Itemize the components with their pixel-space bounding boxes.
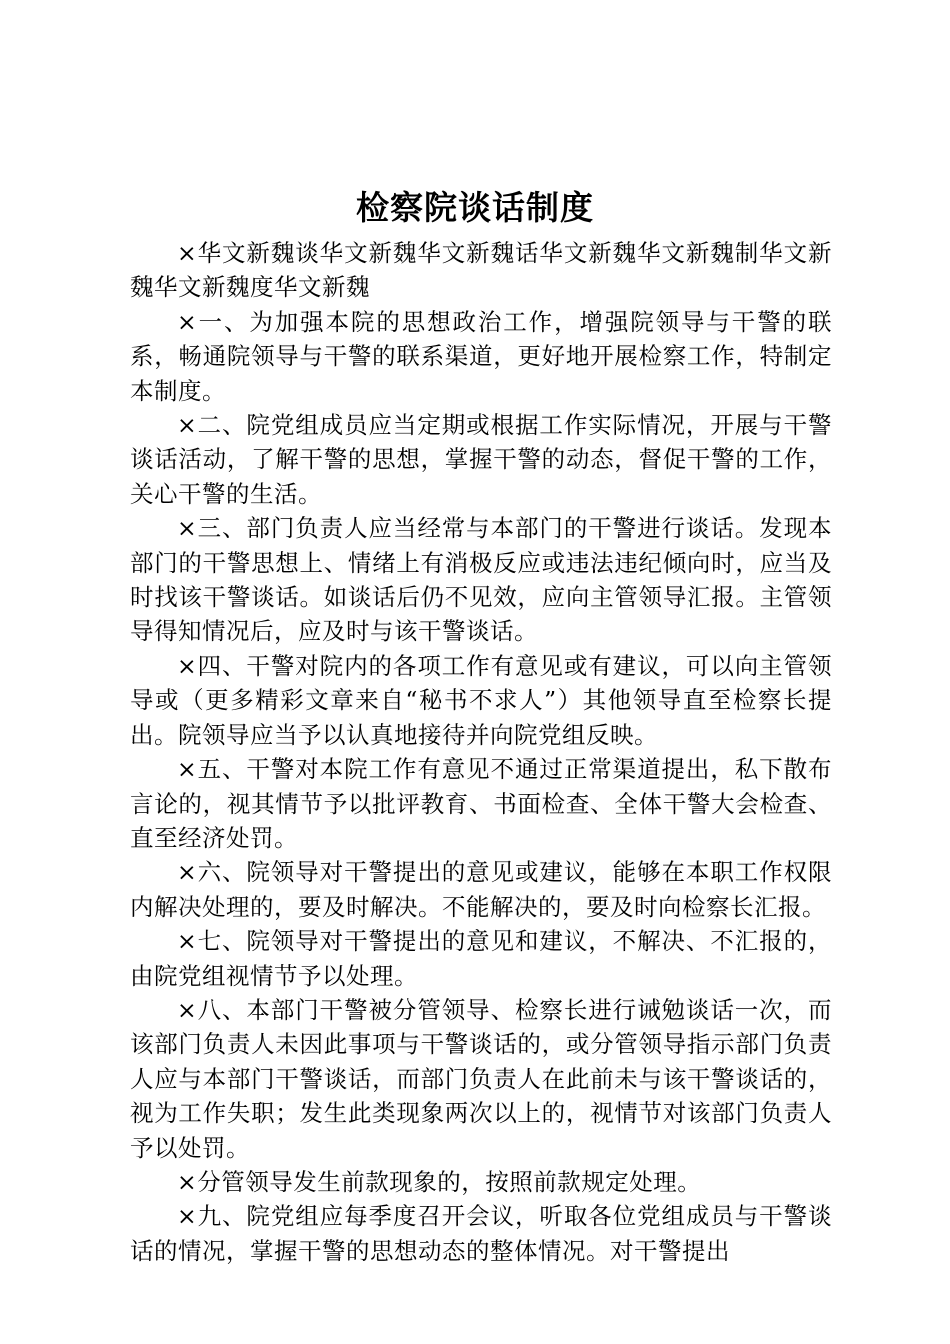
- document-body: [130, 236, 832, 1268]
- paragraph-9: ×九、院党组应每季度召开会议，听取各位党组成员与干警谈话的情况，掌握干警的思想动态的整体情况。对干警提出: [130, 1202, 832, 1265]
- paragraph-7: ×七、院领导对干警提出的意见和建议，不解决、不汇报的，由院党组视情节予以处理。: [130, 927, 832, 990]
- paragraph-8-supplement: ×分管领导发生前款现象的，按照前款规定处理。: [177, 1167, 702, 1196]
- paragraph-4: ×四、干警对院内的各项工作有意见或有建议，可以向主管领导或（更多精彩文章来自“秘书不求人”）其他领导直至检察长提出。院领导应当予以认真地接待并向院党组反映。: [130, 651, 832, 749]
- document-title: 检察院谈话制度: [356, 188, 594, 227]
- paragraph-8: ×八、本部门干警被分管领导、检察长进行诫勉谈话一次，而该部门负责人未因此事项与干警谈话的，或分管领导指示部门负责人应与本部门干警谈话，而部门负责人在此前未与该干警谈话的，视为工作失职；发生此类现象两次以上的，视情节对该部门负责人予以处罚。: [130, 995, 832, 1162]
- paragraph-6: ×六、院领导对干警提出的意见或建议，能够在本职工作权限内解决处理的，要及时解决。不能解决的，要及时向检察长汇报。: [130, 858, 832, 921]
- paragraph-5: ×五、干警对本院工作有意见不通过正常渠道提出，私下散布言论的，视其情节予以批评教育、书面检查、全体干警大会检查、直至经济处罚。: [130, 755, 832, 852]
- paragraph-3: ×三、部门负责人应当经常与本部门的干警进行谈话。发现本部门的干警思想上、情绪上有消极反应或违法违纪倾向时，应当及时找该干警谈话。如谈话后仍不见效，应向主管领导汇报。主管领导得知情况后，应及时与该干警谈话。: [130, 514, 832, 646]
- paragraph-1: ×一、为加强本院的思想政治工作，增强院领导与干警的联系，畅通院领导与干警的联系渠道，更好地开展检察工作，特制定本制度。: [130, 307, 832, 405]
- paragraph-header-line: ×华文新魏谈华文新魏华文新魏话华文新魏华文新魏制华文新魏华文新魏度华文新魏: [130, 239, 832, 302]
- paragraph-2: ×二、院党组成员应当定期或根据工作实际情况，开展与干警谈话活动，了解干警的思想，掌握干警的动态，督促干警的工作，关心干警的生活。: [130, 411, 832, 508]
